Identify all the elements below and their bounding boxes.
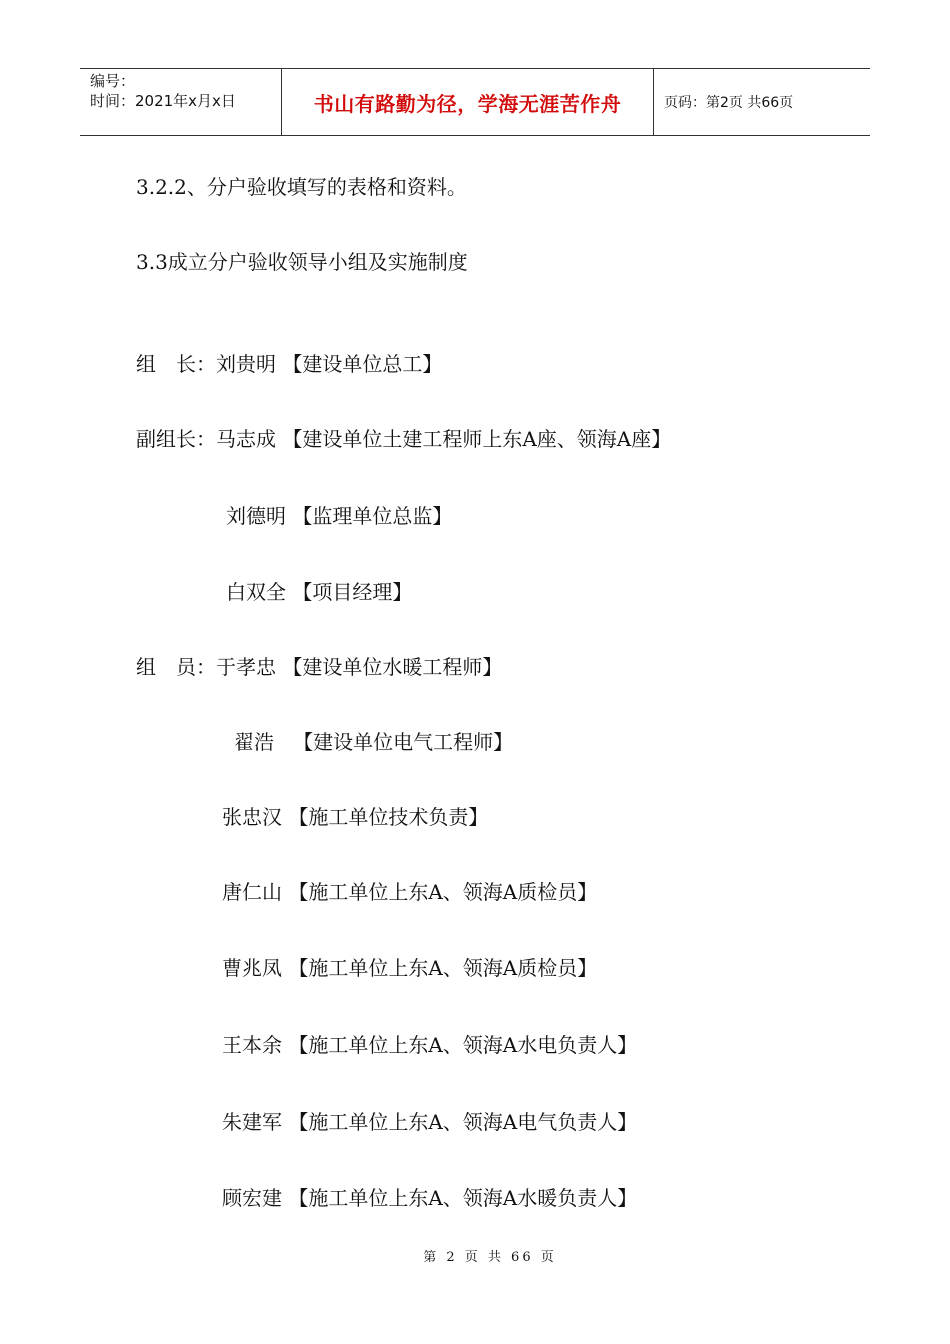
section-heading-3-2-2: 3.2.2、分户验收填写的表格和资料。 [136, 175, 467, 199]
member-desc: 【建设单位电气工程师】 [293, 730, 514, 754]
member-row [136, 352, 442, 376]
member-name: 顾宏建 [222, 1186, 282, 1210]
member-name: 刘贵明 [216, 352, 276, 376]
member-desc: 【建设单位土建工程师上东A座、领海A座】 [282, 427, 672, 451]
member-name: 王本余 [222, 1033, 282, 1057]
member-row [222, 805, 488, 829]
member-row [136, 427, 671, 451]
header-page-cell [654, 69, 870, 135]
member-desc: 【施工单位上东A、领海A水电负责人】 [288, 1033, 638, 1057]
member-desc: 【施工单位上东A、领海A电气负责人】 [288, 1110, 638, 1134]
section-heading-3-3: 3.3成立分户验收领导小组及实施制度 [136, 250, 468, 274]
page-header [80, 68, 870, 136]
member-name: 朱建军 [222, 1110, 282, 1134]
member-name: 翟浩 [234, 730, 274, 754]
member-name: 刘德明 [226, 504, 286, 528]
member-desc: 【建设单位总工】 [282, 352, 443, 376]
member-desc: 【建设单位水暖工程师】 [282, 655, 503, 679]
member-desc: 【监理单位总监】 [292, 504, 453, 528]
member-row [226, 504, 452, 528]
member-row [222, 956, 597, 980]
member-row [222, 1033, 637, 1057]
member-role: 副组长： [136, 427, 216, 451]
member-name: 张忠汉 [222, 805, 282, 829]
member-name: 唐仁山 [222, 880, 282, 904]
member-row [136, 655, 502, 679]
member-desc: 【施工单位上东A、领海A质检员】 [288, 956, 598, 980]
member-desc: 【施工单位上东A、领海A质检员】 [288, 880, 598, 904]
header-meta-cell [80, 69, 282, 135]
member-name: 于孝忠 [216, 655, 276, 679]
member-name: 马志成 [216, 427, 276, 451]
member-desc: 【施工单位上东A、领海A水暖负责人】 [288, 1186, 638, 1210]
member-row [226, 580, 412, 604]
member-name: 白双全 [226, 580, 286, 604]
member-desc: 【项目经理】 [292, 580, 413, 604]
member-row [222, 1186, 637, 1210]
member-role: 组 员： [136, 655, 216, 679]
header-page-info: 页码：第2页 共66页 [664, 95, 794, 111]
member-desc: 【施工单位技术负责】 [288, 805, 489, 829]
header-motto: 书山有路勤为径，学海无涯苦作舟 [313, 91, 622, 116]
member-name: 曹兆凤 [222, 956, 282, 980]
member-row [234, 730, 513, 754]
member-row [222, 1110, 637, 1134]
member-role: 组 长： [136, 352, 216, 376]
doc-time-label: 时间：2021年x月x日 [90, 92, 236, 110]
page-footer: 第 2 页 共 66 页 [423, 1250, 557, 1265]
header-motto-cell [282, 69, 654, 135]
doc-number-label: 编号： [90, 72, 136, 90]
member-row [222, 880, 597, 904]
